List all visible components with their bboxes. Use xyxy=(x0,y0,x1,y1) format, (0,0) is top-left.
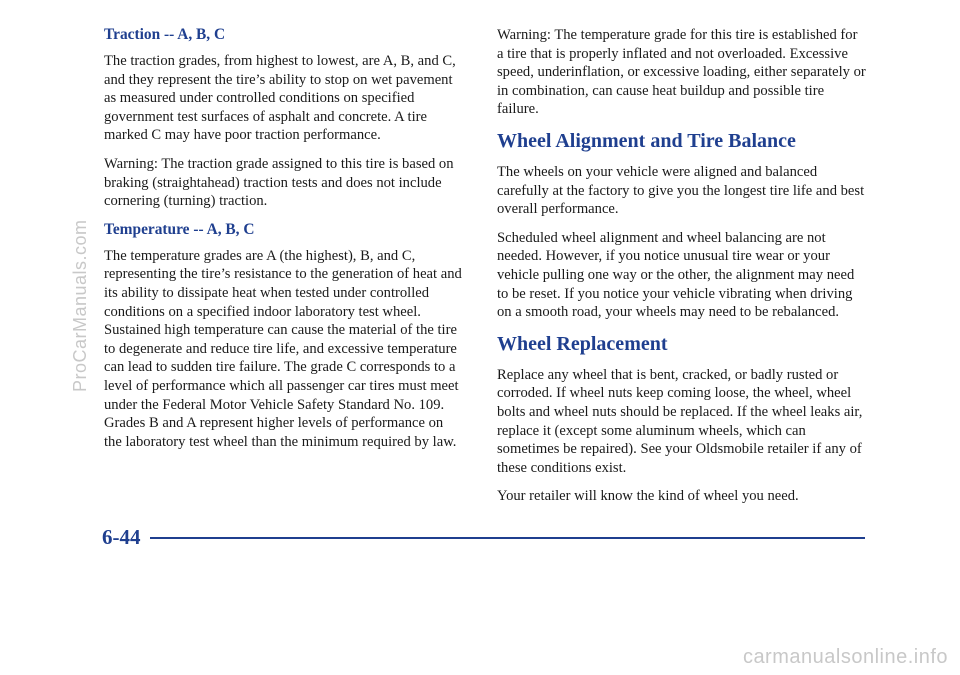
right-column xyxy=(497,26,867,516)
wheel-alignment-paragraph-1: The wheels on your vehicle were aligned and balanced carefully at the factory to give you the longest tire life and best overall performance. xyxy=(497,163,865,218)
wheel-replacement-heading: Wheel Replacement xyxy=(497,332,668,355)
wheel-replacement-paragraph-1: Replace any wheel that is bent, cracked, or badly rusted or corroded. If wheel nuts keep coming loose, the wheel, wheel bolts and wheel nuts should be replaced. If the wheel leaks air, replace it (except some aluminum wheels, which can sometimes be repaired). See your Oldsmobile retailer if any of these conditions exist. xyxy=(497,366,863,476)
left-column xyxy=(104,26,464,461)
wheel-alignment-heading: Wheel Alignment and Tire Balance xyxy=(497,129,796,152)
temperature-paragraph: The temperature grades are A (the highest), B, and C, representing the tire’s resistance to the generation of heat and its ability to dissipate heat when tested under controlled conditions on a specified indoor laboratory test wheel. Sustained high temperature can cause the material of the tire to degenerate and reduce tire life, and excessive temperature can lead to sudden tire failure. The grade C corresponds to a level of performance which all passenger car tires must meet under the Federal Motor Vehicle Safety Standard No. 109. Grades B and A represent higher levels of performance on the laboratory test wheel than the minimum required by law. xyxy=(104,247,462,450)
footer-rule xyxy=(150,537,865,539)
page-number: 6-44 xyxy=(102,525,141,549)
wheel-alignment-paragraph-2: Scheduled wheel alignment and wheel balancing are not needed. However, if you notice unusual tire wear or your vehicle pulling one way or the other, the alignment may need to be reset. If you notice your vehicle vibrating when driving on a smooth road, your wheels may need to be rebalanced. xyxy=(497,229,855,321)
wheel-replacement-paragraph-2: Your retailer will know the kind of wheel you need. xyxy=(497,488,799,505)
traction-heading: Traction -- A, B, C xyxy=(104,26,226,43)
temperature-heading: Temperature -- A, B, C xyxy=(104,220,255,238)
bottom-watermark: carmanualsonline.info xyxy=(742,646,948,668)
traction-warning: Warning: The traction grade assigned to this tire is based on braking (straightahead) traction tests and does not include cornering (turning) traction. xyxy=(104,155,454,210)
temperature-warning: Warning: The temperature grade for this tire is established for a tire that is properly inflated and not overloaded. Excessive speed, underinflation, or excessive loading, either separately or in combination, can cause heat buildup and possible tire failure. xyxy=(497,27,866,118)
traction-paragraph: The traction grades, from highest to lowest, are A, B, and C, and they represent the tire’s ability to stop on wet pavement as measured under controlled conditions on specified government test surfaces of asphalt and concrete. A tire marked C may have poor traction performance. xyxy=(104,53,456,144)
side-watermark: ProCarManuals.com xyxy=(70,219,90,392)
